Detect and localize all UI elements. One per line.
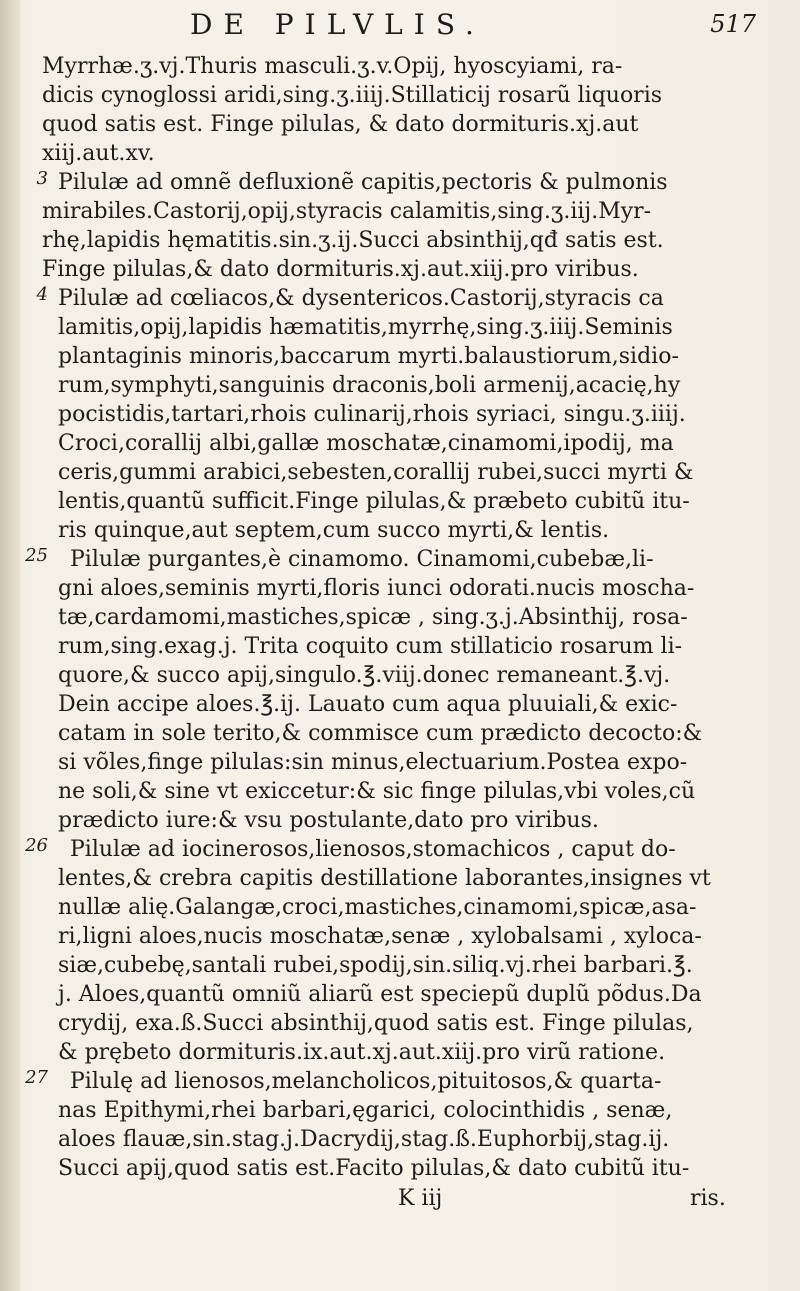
text-line: Croci,corallij albi,gallæ moschatæ,cinamomi,ipodij, ma — [58, 431, 674, 456]
text-line: Pilulæ ad cœliacos,& dysentericos.Castorij,styracis ca — [58, 286, 664, 311]
text-line: Pilulæ ad omnẽ defluxionẽ capitis,pectoris & pulmonis — [58, 170, 668, 195]
text-line: Finge pilulas,& dato dormituris.xj.aut.xiij.pro viribus. — [42, 257, 639, 282]
text-line: siæ,cubebę,santali rubei,spodij,sin.siliq.vj.rhei barbari.℥. — [58, 953, 693, 978]
text-line: dicis cynoglossi aridi,sing.ʒ.iiij.Stillaticij rosarũ liquoris — [42, 83, 663, 108]
signature-mark: K iij — [398, 1186, 443, 1211]
text-line: Succi apij,quod satis est.Facito pilulas,& dato cubitũ itu- — [58, 1156, 690, 1181]
text-line: j. Aloes,quantũ omniũ aliarũ est speciерũ duplũ põdus.Da — [58, 982, 702, 1007]
text-line: prædicto iure:& vsu postulante,dato pro viribus. — [58, 808, 599, 833]
text-line: plantaginis minoris,baccarum myrti.balaustiorum,sidio- — [58, 344, 679, 369]
text-line: mirabiles.Castorij,opij,styracis calamitis,sing.ʒ.iij.Myr- — [42, 199, 652, 224]
page-footer — [0, 1186, 800, 1220]
text-line: Pilulę ad lienosos,melancholicos,pituitosos,& quarta- — [70, 1069, 662, 1094]
text-line: quod satis est. Finge pilulas, & dato dormituris.xj.aut — [42, 112, 639, 137]
text-line: & prębeto dormituris.ix.aut.xj.aut.xiij.pro virũ ratione. — [58, 1040, 666, 1065]
running-title: DE PILVLIS. — [190, 8, 485, 41]
recipe-number: 4 — [36, 284, 48, 305]
text-line: crydij, exa.ß.Succi absinthij,quod satis est. Finge pilulas, — [58, 1011, 694, 1036]
text-line: rum,sing.exag.j. Trita coquito cum stillaticio rosarum li- — [58, 634, 683, 659]
text-line: rhę,lapidis hęmatitis.sin.ʒ.ij.Succi absinthij,qđ satis est. — [42, 228, 664, 253]
text-line: ceris,gummi arabici,sebesten,corallij rubei,succi myrti & — [58, 460, 694, 485]
recipe-number: 3 — [36, 168, 48, 189]
text-line: nullæ alię.Galangæ,croci,mastiches,cinamomi,spicæ,asa- — [58, 895, 697, 920]
page-number: 517 — [710, 10, 756, 38]
text-line: si võles,finge pilulas:sin minus,electuarium.Postea expo- — [58, 750, 688, 775]
text-line: xiij.aut.xv. — [42, 141, 155, 166]
text-line: tæ,cardamomi,mastiches,spicæ , sing.ʒ.j.Absinthij, rosa- — [58, 605, 688, 630]
text-line: lentis,quantũ sufficit.Finge pilulas,& præbeto cubitũ itu- — [58, 489, 690, 514]
text-line: ne soli,& sine vt exiccetur:& sic finge pilulas,vbi voles,cũ — [58, 779, 696, 804]
recipe-number: 27 — [25, 1067, 48, 1088]
text-line: lamitis,opij,lapidis hæmatitis,myrrhę,sing.ʒ.iiij.Seminis — [58, 315, 673, 340]
text-line: Myrrhæ.ʒ.vj.Thuris masculi.ʒ.v.Opij, hyoscyiami, ra- — [42, 54, 623, 79]
text-line: aloes flauæ,sin.stag.j.Dacrydij,stag.ß.Euphorbij,stag.ij. — [58, 1127, 670, 1152]
text-line: catam in sole terito,& commisce cum prædicto decocto:& — [58, 721, 703, 746]
text-line: gni aloes,seminis myrti,floris iunci odorati.nucis moscha- — [58, 576, 695, 601]
text-line: Pilulæ purgantes,è cinamomo. Cinamomi,cubebæ,li- — [70, 547, 654, 572]
recipe-number: 25 — [25, 545, 48, 566]
text-line: ris quinque,aut septem,cum succo myrti,& lentis. — [58, 518, 610, 543]
catchword: ris. — [690, 1186, 726, 1211]
recipe-number: 26 — [25, 835, 48, 856]
text-line: rum,symphyti,sanguinis draconis,boli armenij,acacię,hy — [58, 373, 681, 398]
text-line: ri,ligni aloes,nucis moschatæ,senæ , xylobalsami , xyloca- — [58, 924, 702, 949]
text-line: nas Epithymi,rhei barbari,ęgarici, colocinthidis , senæ, — [58, 1098, 673, 1123]
text-line: Dein accipe aloes.℥.ij. Lauato cum aqua pluuiali,& exic- — [58, 692, 678, 717]
text-line: quore,& succo apij,singulo.℥.viij.donec remaneant.℥.vj. — [58, 663, 671, 688]
text-line: Pilulæ ad iocinerosos,lienosos,stomachicos , caput do- — [70, 837, 676, 862]
text-line: lentes,& crebra capitis destillatione laborantes,insignes vt — [58, 866, 711, 891]
text-line: pocistidis,tartari,rhois culinarij,rhois syriaci, singu.ʒ.iiij. — [58, 402, 686, 427]
